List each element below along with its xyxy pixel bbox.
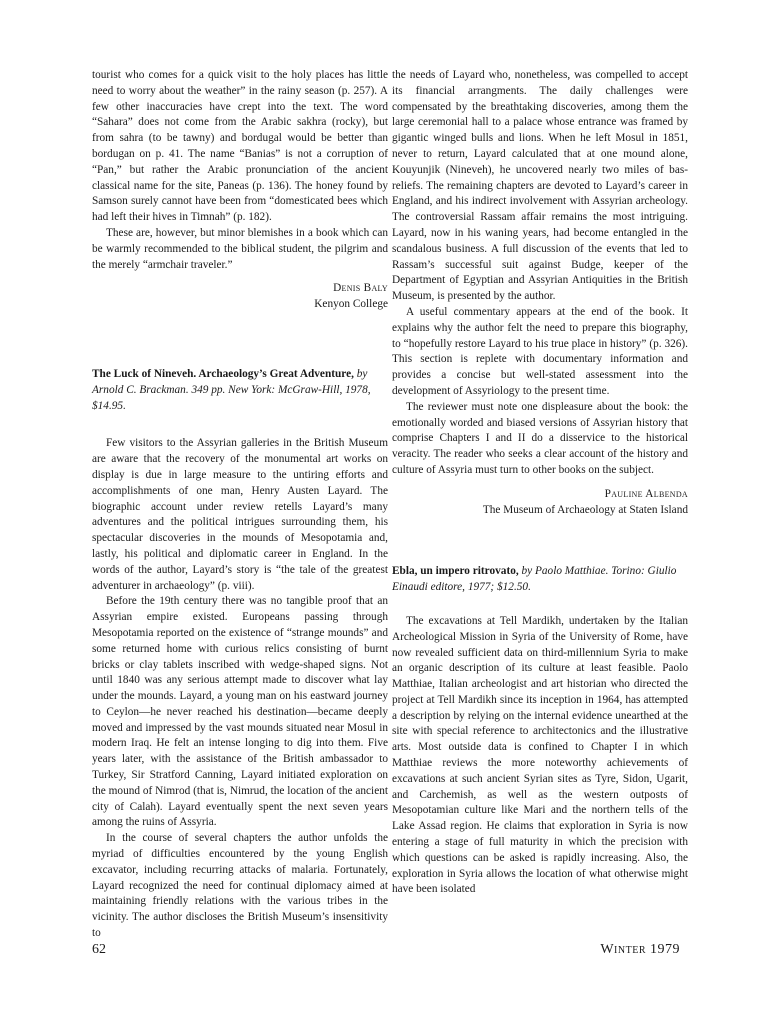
left-column (92, 68, 388, 942)
reviewer-name-2: Pauline Albenda (604, 487, 688, 500)
issue-label: Winter 1979 (600, 942, 680, 957)
right-paragraph-2: A useful commentary appears at the end of the book. It explains why the author felt the need to prepare this biography, to “hopefully restore Layard to his true place in history” (p. 326). This section is replete with documentary information and provides a concise but well-stated assessment into the development of Assyriology to the present time. (392, 305, 688, 397)
right-paragraph-1: the needs of Layard who, nonetheless, was compelled to accept its financial arrangments. The daily challenges were compensated by the breathtaking discoveries, among them the large ceremonial hall to a palace whose entrance was framed by gigantic winged bulls and lions. When he left Mosul in 1851, never to return, Layard calculated that at one mound alone, Kouyunjik (Nineveh), he uncovered nearly two miles of bas-reliefs. The remaining chapters are devoted to Layard’s career in England, and his indirect involvement with Assyrian archeology. The controversial Rassam affair remains the most intriguing. Layard, now in his waning years, had become entangled in the scandalous business. A full discussion of the events that led to Rassam’s successful suit against Budge, keeper of the Department of Egyptian and Assyrian Antiquities in the British Museum, is presented by the author. (392, 69, 688, 303)
page-number: 62 (92, 942, 106, 957)
left-paragraph-1: tourist who comes for a quick visit to the holy places has little need to worry about the weather” in the rainy season (p. 257). A few other inaccuracies have crept into the text. The word “Sahara” does not come from the Arabic sakhra (rocky), but from sahra (to be tawny) and bordugal would be better than bordugan on p. 41. The name “Banias” is not a corruption of “Pan,” but rather the Arabic pronunciation of the ancient classical name for the site, Paneas (p. 136). The honey found by Samson surely cannot have been from “domesticated bees which had left their hives in Timnah” (p. 182). (92, 69, 388, 224)
review-byline-2: by Arnold C. Brackman. 349 pp. New York: McGraw-Hill, 1978, $14.95. (92, 367, 371, 412)
left-paragraph-2: These are, however, but minor blemishes in a book which can be warmly recommended to the biblical student, the pilgrim and the merely “armchair traveler.” (92, 226, 388, 271)
reviewer-affiliation-2: The Museum of Archaeology at Staten Island (482, 503, 688, 516)
reviewer-signature-2 (392, 487, 688, 503)
right-paragraph-3: The reviewer must note one displeasure about the book: the emotionally worded and biased versions of Assyrian history that comprise Chapters I and II do a disservice to the historical veracity. The reader who seeks a clear account of the history and culture of Assyria must turn to other books on the subject. (392, 400, 688, 476)
left-paragraph-5: In the course of several chapters the author unfolds the myriad of difficulties encountered by the young English excavator, including recurring attacks of malaria. Fortunately, Layard recognized the need for continual diplomacy aimed at maintaining friendly relations with the various tribes in the vicinity. The author discloses the British Museum’s insensitivity to (92, 832, 388, 940)
left-paragraph-4: Before the 19th century there was no tangible proof that an Assyrian empire existed. Europeans passing through Mesopotamia reported on the existence of “strange mounds” and some returned home with curious relics consisting of burnt bricks or clay tablets inscribed with wedge-shaped signs. Not until 1840 was any serious attempt made to discover what lay under the mounds. Layard, a young man on his eastward journey to Ceylon—he never reached his destination—became deeply moved and impressed by the vast mounds situated near Mosul in modern Iraq. He felt an intense longing to dig into them. Five years later, with the assistance of the British ambassador to Turkey, Sir Stratford Canning, Layard initiated exploration on the mound of Nimrod (that is, Nimrud, the location of the ancient city of Calah). Layard eventually spent the next seven years among the ruins of Assyria. (92, 595, 388, 829)
reviewer-name-1: Denis Baly (333, 282, 388, 295)
review-title-2: The Luck of Nineveh. Archaeology’s Great Adventure, (92, 367, 354, 380)
right-column (392, 68, 688, 898)
right-paragraph-4: The excavations at Tell Mardikh, undertaken by the Italian Archeological Mission in Syria of the University of Rome, have now revealed sufficient data on third-millennium Syria to make an organic description of its culture at least feasible. Paolo Matthiae, Italian archeologist and art historian who directed the project at Tell Mardikh since its inception in 1964, has attempted a description by relying on the internal evidence unearthed at the site with special reference to architectonics and the illustrative arts. Most outside data is confined to Chapter I in which Matthiae reviews the more noteworthy achievements of excavations at such ancient Syrian sites as Tyre, Sidon, Ugarit, and Carchemish, as well as the western outposts of Mesopotamian culture like Mari and the northern tells of the Lake Assad region. He claims that exploration in Syria is now entering a stage of full maturity in which the precision with which questions can be asked is rapidly increasing. Also, the exploration in Syria allows the location of what otherwise might have been isolated (392, 614, 688, 896)
reviewer-affiliation-1: Kenyon College (314, 298, 388, 311)
reviewer-signature-1 (92, 281, 388, 297)
review-byline-3: by Paolo Matthiae. Torino: Giulio Einaudi editore, 1977; $12.50. (392, 565, 677, 594)
review-heading-3 (392, 564, 688, 596)
review-title-3: Ebla, un impero ritrovato, (392, 565, 519, 578)
review-heading-2 (92, 367, 388, 414)
left-paragraph-3: Few visitors to the Assyrian galleries in the British Museum are aware that the recovery of the monumental art works on display is due in large measure to the untiring efforts and accomplishments of one man, Henry Austen Layard. The biographic account under review retells Layard’s many adventures and the political intrigues surrounding them, his spectacular discoveries in the mounds of Mesopotamia and, lastly, his political and diplomatic career in England. In the words of the author, Layard’s story is “the tale of the greatest adventurer in archaeology” (p. viii). (92, 437, 388, 592)
